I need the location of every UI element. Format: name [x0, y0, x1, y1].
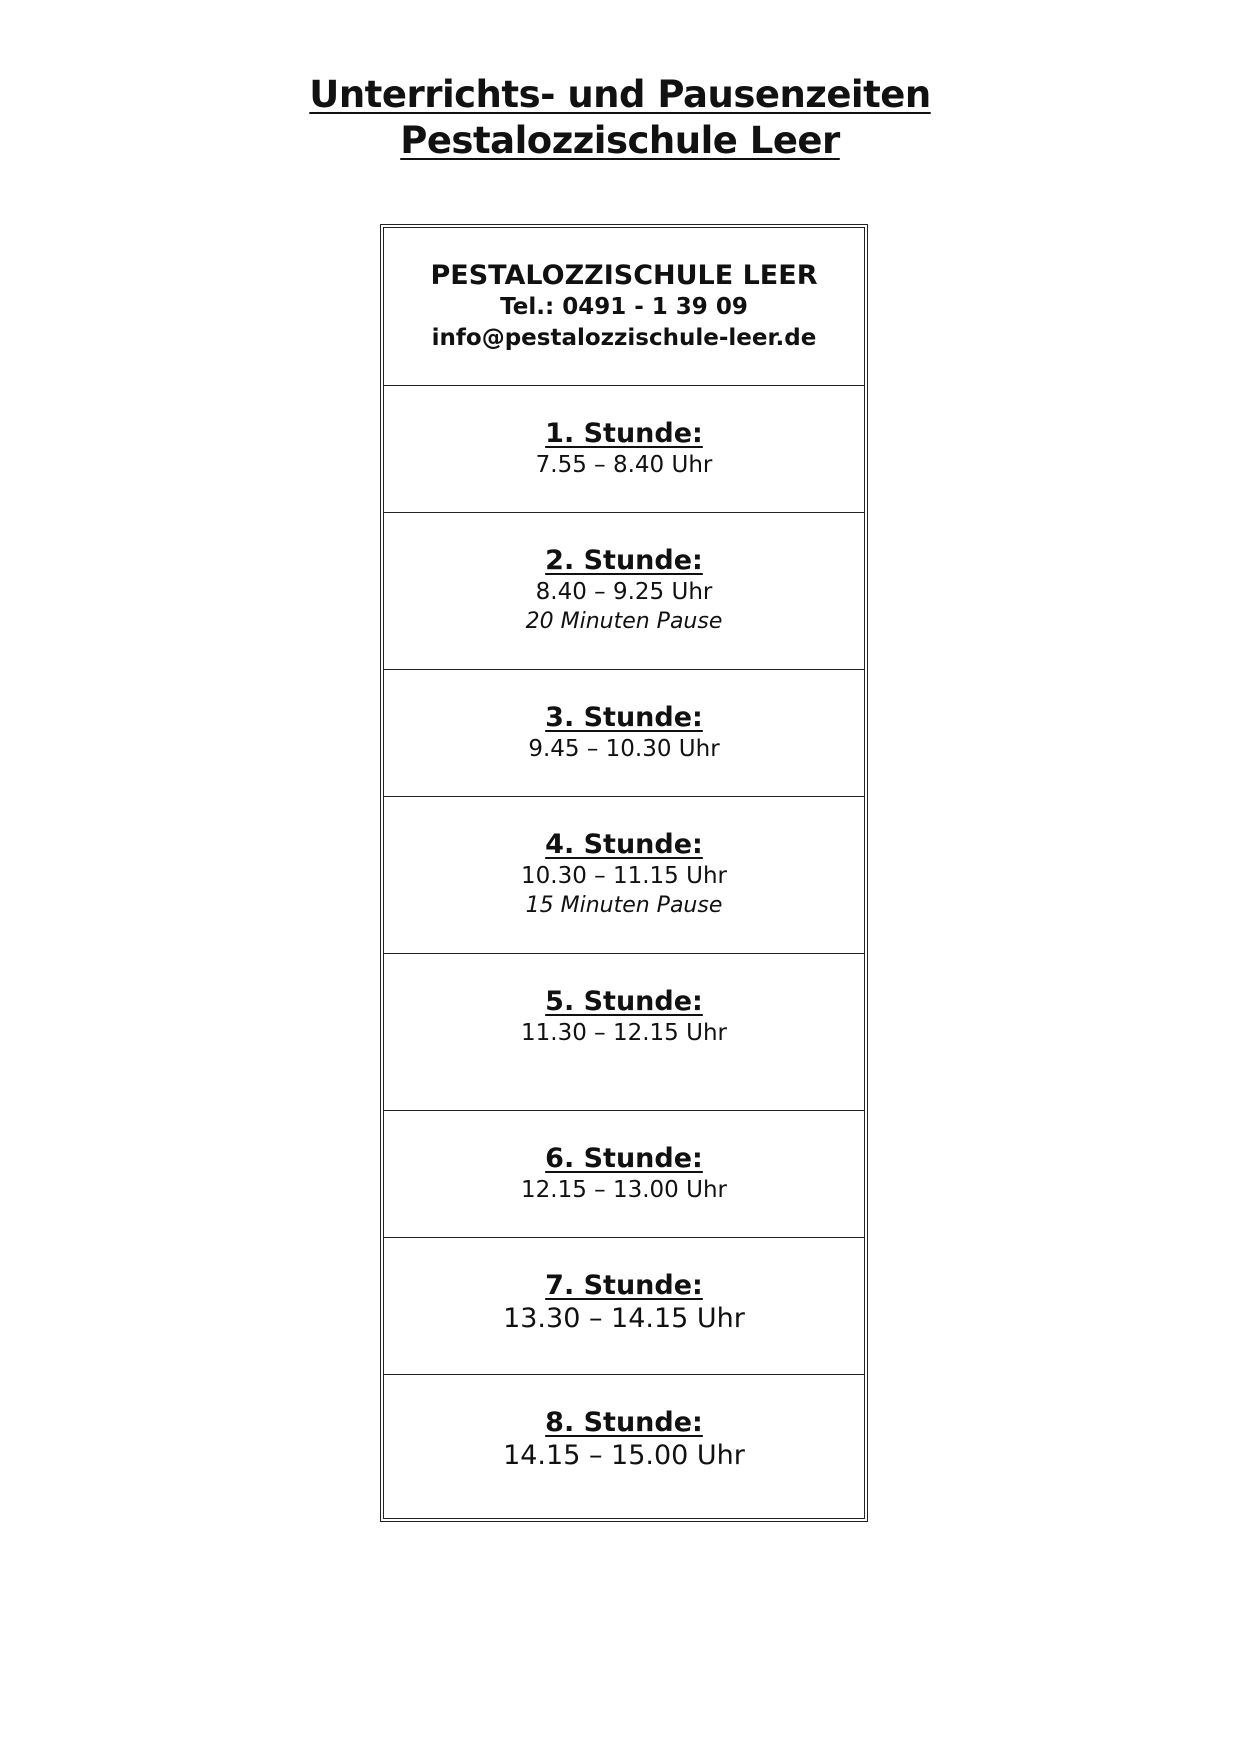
lesson-label: 3. Stunde: — [545, 702, 703, 733]
page-title-line-2: Pestalozzischule Leer — [400, 119, 840, 162]
lesson-time: 8.40 – 9.25 Uhr — [535, 579, 713, 605]
lesson-time: 10.30 – 11.15 Uhr — [521, 863, 727, 889]
lesson-cell-7 — [384, 1238, 864, 1375]
lesson-time: 11.30 – 12.15 Uhr — [521, 1020, 727, 1046]
lesson-cell-6 — [384, 1111, 864, 1238]
lesson-cell-8 — [384, 1375, 864, 1518]
lesson-time: 9.45 – 10.30 Uhr — [528, 736, 720, 762]
school-phone: Tel.: 0491 - 1 39 09 — [500, 294, 748, 320]
break-note: 15 Minuten Pause — [525, 893, 723, 918]
lesson-cell-1 — [384, 386, 864, 513]
page-title — [0, 72, 1240, 164]
lesson-label: 1. Stunde: — [545, 418, 703, 449]
lesson-label: 6. Stunde: — [545, 1143, 703, 1174]
page-title-line-1: Unterrichts- und Pausenzeiten — [309, 73, 931, 116]
lesson-label: 5. Stunde: — [545, 986, 703, 1017]
lesson-cell-4 — [384, 797, 864, 954]
lesson-time: 7.55 – 8.40 Uhr — [535, 452, 713, 478]
school-header-cell — [384, 228, 864, 386]
lesson-label: 4. Stunde: — [545, 829, 703, 860]
lesson-label: 7. Stunde: — [545, 1270, 703, 1301]
lesson-cell-3 — [384, 670, 864, 797]
break-note: 20 Minuten Pause — [525, 609, 723, 634]
school-name: PESTALOZZISCHULE LEER — [430, 260, 818, 291]
lesson-cell-2 — [384, 513, 864, 670]
lesson-time: 14.15 – 15.00 Uhr — [503, 1440, 745, 1471]
lesson-time: 13.30 – 14.15 Uhr — [503, 1303, 745, 1334]
lesson-cell-5 — [384, 954, 864, 1111]
lesson-time: 12.15 – 13.00 Uhr — [521, 1177, 727, 1203]
school-email: info@pestalozzischule-leer.de — [431, 325, 817, 351]
schedule-table — [380, 224, 868, 1522]
lesson-label: 8. Stunde: — [545, 1407, 703, 1438]
lesson-label: 2. Stunde: — [545, 545, 703, 576]
